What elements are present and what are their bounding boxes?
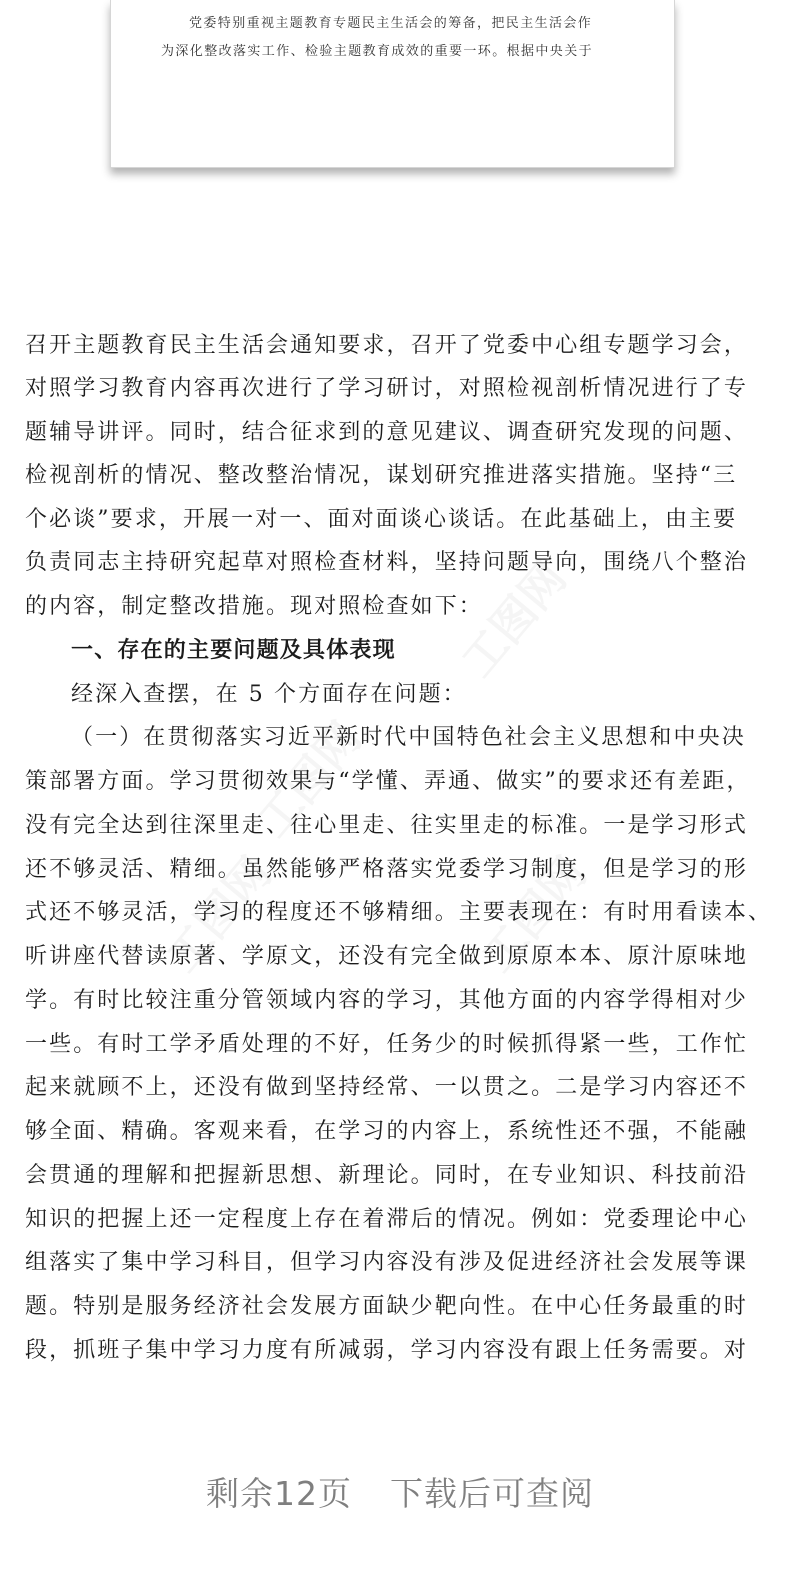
text-line: 检视剖析的情况、整改整治情况，谋划研究推进落实措施。坚持“三 xyxy=(25,463,738,488)
text-line: （一）在贯彻落实习近平新时代中国特色社会主义思想和中央决 xyxy=(71,725,746,750)
text-line: 题。特别是服务经济社会发展方面缺少靶向性。在中心任务最重的时 xyxy=(25,1294,749,1319)
text-line: 没有完全达到往深里走、往心里走、往实里走的标准。一是学习形式 xyxy=(25,813,749,838)
text-line: 知识的把握上还一定程度上存在着滞后的情况。例如：党委理论中心 xyxy=(25,1207,749,1232)
text-line: 召开主题教育民主生活会通知要求，召开了党委中心组专题学习会， xyxy=(25,333,749,358)
text-line: 起来就顾不上，还没有做到坚持经常、一以贯之。二是学习内容还不 xyxy=(25,1075,749,1100)
text-line: 组落实了集中学习科目，但学习内容没有涉及促进经济社会发展等课 xyxy=(25,1250,749,1275)
text-line: 段，抓班子集中学习力度有所减弱，学习内容没有跟上任务需要。对 xyxy=(25,1338,749,1363)
section-heading: 一、存在的主要问题及具体表现 xyxy=(71,638,396,663)
text-line: 策部署方面。学习贯彻效果与“学懂、弄通、做实”的要求还有差距， xyxy=(25,769,751,794)
text-line: 够全面、精确。客观来看，在学习的内容上，系统性还不强，不能融 xyxy=(25,1119,749,1144)
watermark-mark: 工图网 xyxy=(157,847,282,982)
text-line: 个必谈”要求，开展一对一、面对面谈心谈话。在此基础上，由主要 xyxy=(25,507,738,532)
preview-card xyxy=(110,0,675,168)
text-line: 式还不够灵活，学习的程度还不够精细。主要表现在：有时用看读本、 xyxy=(25,900,773,925)
preview-line-1: 党委特别重视主题教育专题民主生活会的筹备，把民主生活会作 xyxy=(189,16,593,31)
watermark-mark: 工图网 xyxy=(472,847,597,982)
remaining-pages-label: 剩余12页 xyxy=(206,1474,352,1513)
text-line: 会贯通的理解和把握新思想、新理论。同时，在专业知识、科技前沿 xyxy=(25,1163,749,1188)
watermark-mark: 工图网 xyxy=(247,712,372,847)
preview-line-2: 为深化整改落实工作、检验主题教育成效的重要一环。根据中央关于 xyxy=(161,44,594,59)
watermark-mark: 工图网 xyxy=(452,552,577,687)
text-line: 经深入查摆，在 5 个方面存在问题： xyxy=(71,682,467,707)
text-line: 学。有时比较注重分管领域内容的学习，其他方面的内容学得相对少 xyxy=(25,988,749,1013)
text-line: 对照学习教育内容再次进行了学习研讨，对照检视剖析情况进行了专 xyxy=(25,376,749,401)
text-line: 还不够灵活、精细。虽然能够严格落实党委学习制度，但是学习的形 xyxy=(25,857,749,882)
text-line: 听讲座代替读原著、学原文，还没有完全做到原原本本、原汁原味地 xyxy=(25,944,749,969)
text-line: 负责同志主持研究起草对照检查材料，坚持问题导向，围绕八个整治 xyxy=(25,550,749,575)
download-to-read-more-link[interactable] xyxy=(0,1468,800,1515)
text-line: 一些。有时工学矛盾处理的不好，任务少的时候抓得紧一些，工作忙 xyxy=(25,1032,749,1057)
download-hint-label: 下载后可查阅 xyxy=(390,1474,594,1513)
text-line: 的内容，制定整改措施。现对照检查如下： xyxy=(25,594,483,619)
text-line: 题辅导讲评。同时，结合征求到的意见建议、调查研究发现的问题、 xyxy=(25,420,749,445)
